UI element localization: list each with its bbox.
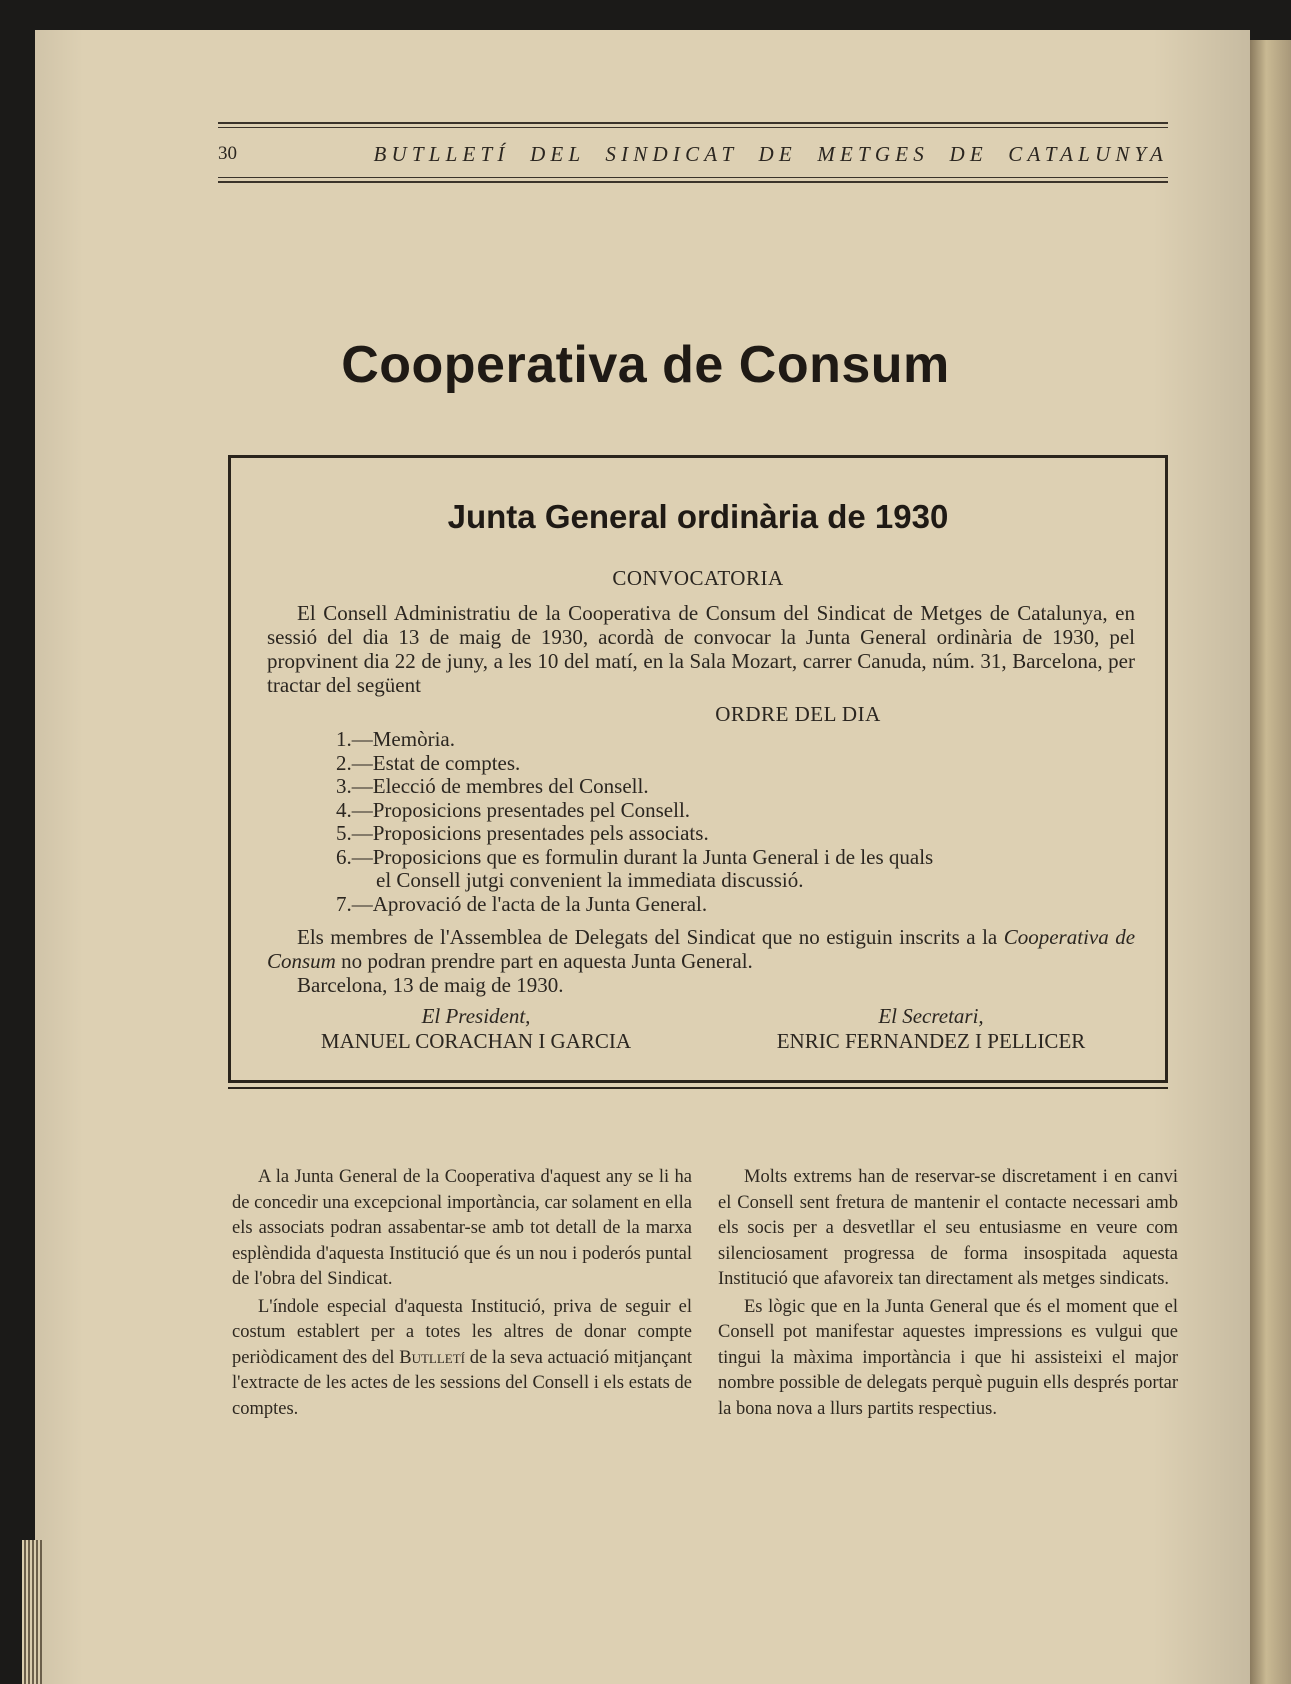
- secretary-role: El Secretari,: [878, 1004, 984, 1028]
- article-title: Cooperativa de Consum: [341, 336, 950, 394]
- notice-place-date: [267, 973, 1135, 997]
- agenda-item-continuation: el Consell jutgi convenient la immediata discussió.: [376, 868, 804, 892]
- running-title: BUTLLETÍ DEL SINDICAT DE METGES DE CATALUNYA: [373, 141, 1168, 166]
- agenda-item: 2.—Estat de comptes.: [336, 750, 521, 775]
- place-date-text: Barcelona, 13 de maig de 1930.: [297, 973, 564, 997]
- left-paragraph-1: A la Junta General de la Cooperativa d'aquest any se li ha de concedir una excepcional importància, car solament en ella els associats podran assabentar-se amb tot detall de la marxa esplèndida d'aquesta Institució que és un nou i poderós puntal de l'obra del Sindicat.: [232, 1167, 692, 1289]
- notice-title: Junta General ordinària de 1930: [447, 498, 949, 535]
- notice-intro-text: El Consell Administratiu de la Cooperativa de Consum del Sindicat de Metges de Catalunya, en sessió del dia 13 de maig de 1930, acordà de convocar la Junta General ordinària de 1930, pel propvinent dia 22 de juny, a les 10 del matí, en la Sala Mozart, carrer Canuda, núm. 31, Barcelona, per tractar del següent: [267, 601, 1135, 697]
- running-header: [218, 122, 1168, 190]
- left-paragraph-2-b: de la seva actuació mitjançant l'extracte de les actes de les sessions del Consell i els estats de comptes.: [232, 1347, 692, 1419]
- left-column: [232, 1165, 692, 1422]
- agenda-item: 3.—Elecció de membres del Consell.: [336, 774, 649, 798]
- president-name: MANUEL CORACHAN I GARCIA: [320, 1029, 632, 1053]
- president-role: El President,: [421, 1004, 531, 1028]
- notice-box: [228, 455, 1168, 1083]
- notice-intro: [267, 601, 1135, 697]
- page-stack-edge: [22, 1540, 42, 1684]
- right-paragraph-2: Es lògic que en la Junta General que és el moment que el Consell pot manifestar aquestes impressions es vulgui que tingui la màxima importància i que hi assisteixi el major nombre possible de delegats perquè puguin ells després portar la bona nova a llurs partits respectius.: [718, 1296, 1178, 1419]
- president-signature: [286, 1004, 666, 1054]
- page-number: 30: [218, 143, 237, 164]
- agenda-item: 5.—Proposicions presentades pels associats.: [336, 821, 709, 845]
- header-rule-bottom-thin: [218, 177, 1168, 178]
- right-column: [718, 1165, 1178, 1422]
- left-paragraph-2-a: L'índole especial d'aquesta Institució, priva de seguir el costum establert per a totes les altres de donar compte periòdicament des del: [232, 1296, 692, 1368]
- notice-note-end: no podran prendre part en aquesta Junta General.: [341, 949, 753, 973]
- convocatoria-heading: CONVOCATORIA: [612, 566, 784, 590]
- notice-note-italic: Cooperativa de Consum: [267, 925, 1136, 973]
- header-rule-bottom: [218, 181, 1168, 183]
- secretary-signature: [721, 1004, 1141, 1054]
- header-line: [218, 137, 1168, 171]
- header-rule-top: [218, 122, 1168, 124]
- adjacent-page-edge: [1250, 40, 1291, 1684]
- agenda-item: 6.—Proposicions que es formulin durant la Junta General i de les quals: [336, 844, 934, 869]
- agenda-list: [336, 728, 1105, 916]
- notice-note-start: Els membres de l'Assemblea de Delegats del Sindicat que no estiguin inscrits a la: [297, 925, 998, 949]
- right-paragraph-1: Molts extrems han de reservar-se discretament i en canvi el Consell sent fretura de mantenir el contacte necessari amb els socis per a desvetllar el seu entusiasme en veure com silenciosament progressa de forma insospitada aquesta Institució que afavoreix tan directament als metges sindicats.: [718, 1167, 1178, 1289]
- butlleti-smallcaps: Butlletí: [399, 1347, 465, 1368]
- agenda-item: 4.—Proposicions presentades pel Consell.: [336, 797, 691, 822]
- agenda-heading: ORDRE DEL DIA: [715, 702, 881, 726]
- notice-note: [267, 925, 1135, 973]
- secretary-name: ENRIC FERNANDEZ I PELLICER: [776, 1029, 1086, 1053]
- agenda-item: 1.—Memòria.: [336, 727, 455, 751]
- notice-box-rule: [228, 1087, 1168, 1089]
- left-paragraph-2: [232, 1295, 692, 1423]
- agenda-item: 7.—Aprovació de l'acta de la Junta General.: [336, 891, 708, 916]
- header-rule-top-thin: [218, 127, 1168, 128]
